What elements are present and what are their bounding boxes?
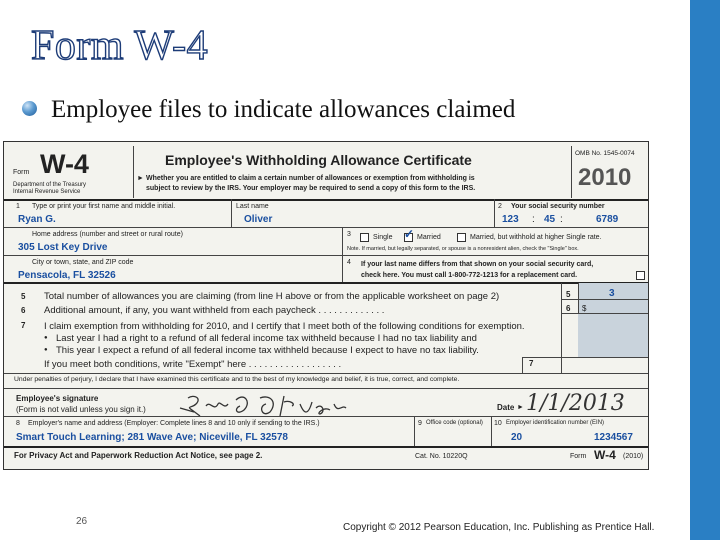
signature-label: Employee's signature xyxy=(16,394,99,403)
line-10-number: 10 xyxy=(494,420,502,427)
first-name-label: Type or print your first name and middle initial. xyxy=(32,203,176,210)
employer-label: Employer's name and address (Employer: Complete lines 8 and 10 only if sending to the IRS.) xyxy=(28,420,320,427)
accent-side-bar xyxy=(690,0,720,540)
line-7-exempt-text: If you meet both conditions, write "Exempt" here . . . . . . . . . . . . . . . . . . xyxy=(44,359,342,370)
w4-form-image: Form W-4 Department of the Treasury Internal Revenue Service Employee's Withholding Allowance Certificate ► Whether you are entitled to claim a certain number of allowances or exemption from withholding is subject to review by the IRS. Your employer may be required to send a copy of this form to the IRS. OMB No. 1545-0074 2010 1 Type or print your first name and middle initial. Ryan G. Last name Oliver 2 Your social security number 123 : 45 : 6789 Home address (number and street or rural route) 305 Lost Key Drive 3 Single ✓ Married Married, but withhold at higher Single rate. Note. If married, but legally separated, or spouse is a nonresident alien, check the "Single" box. City or town, state, and ZIP code Pensacola, FL 32526 4 If your last name differs from that shown on your social security card, check here. You must call 1-800-772-1213 for a replacement card. 5 Total number of allowances you are claiming (from line H above or from the applicable worksheet on page 2) 5 3 6 Additional amount, if any, you want withheld from each paycheck . . . . . . . . . . . . . 6 $ 7 I claim exemption from withholding for 2010, and I certify that I meet both of the following conditions for exemption. ● Last year I had a right to a refund of all federal income tax withheld because I had no tax liability and ● This year I expect a refund of all federal income tax withheld because I expect to have no tax liability. If you meet both conditions, write "Exempt" here . . . . . . . . . . . . . . . . . . 7 Under penalties of perjury, I declare that I have examined this certificate and to the best of my knowledge and belief, it is true, correct, and complete. Employee's signature (Form is not valid unless you sign it.) Date 1/1/2013 ► 8 Employer's name and address (Employer: Complete lines 8 and 10 only if sending to the IRS.) Smart Touch Learning; 281 Wave Ave; Niceville, FL 32578 9 Office code (optional) 10 Employer identification number (EIN) 20 1234567 For Privacy Act and Paperwork Reduction Act Notice, see page 2. Cat. No. 10220Q Form W-4 (2010) xyxy=(3,141,649,470)
slide-bullet-text: Employee files to indicate allowances claimed xyxy=(51,96,516,123)
line-4-text-1: If your last name differs from that shown on your social security card, xyxy=(361,261,594,268)
line-4-text-2: check here. You must call 1-800-772-1213 for a replacement card. xyxy=(361,272,578,279)
signature-note: (Form is not valid unless you sign it.) xyxy=(16,405,146,414)
arrow-icon: ► xyxy=(517,404,524,411)
tax-year: 2010 xyxy=(578,164,632,191)
bullet-icon: ● xyxy=(44,335,48,341)
single-checkbox[interactable] xyxy=(360,233,369,242)
address-value: 305 Lost Key Drive xyxy=(18,242,108,253)
married-higher-checkbox[interactable] xyxy=(457,233,466,242)
perjury-statement: Under penalties of perjury, I declare that I have examined this certificate and to the best of my knowledge and belief, it is true, correct, and complete. xyxy=(14,376,460,383)
line-7-text: I claim exemption from withholding for 2010, and I certify that I meet both of the following conditions for exemption. xyxy=(44,321,525,332)
date-label: Date xyxy=(497,403,515,412)
city-label: City or town, state, and ZIP code xyxy=(32,259,134,266)
employer-value: Smart Touch Learning; 281 Wave Ave; Niceville, FL 32578 xyxy=(16,432,288,443)
line-8-number: 8 xyxy=(16,420,20,427)
ein-value: 1234567 xyxy=(594,432,633,443)
line-9-number: 9 xyxy=(418,420,422,427)
married-checkmark-icon: ✓ xyxy=(404,227,415,241)
ssn-part-3: 6789 xyxy=(596,214,619,225)
name-differs-checkbox[interactable] xyxy=(636,271,645,280)
ssn-part-1: 123 xyxy=(502,214,519,225)
certificate-title: Employee's Withholding Allowance Certificate xyxy=(165,152,472,168)
married-label: Married xyxy=(417,234,441,241)
omb-number: OMB No. 1545-0074 xyxy=(575,150,635,157)
form-dept: Department of the Treasury xyxy=(13,182,87,188)
line-7-condition-2: This year I expect a refund of all federal income tax withheld because I expect to have no tax liability. xyxy=(56,345,479,356)
line-7-number: 7 xyxy=(21,321,26,330)
address-label: Home address (number and street or rural route) xyxy=(32,231,183,238)
footer-form-label: Form xyxy=(570,453,587,460)
office-code-value: 20 xyxy=(511,432,523,443)
ssn-label: Your social security number xyxy=(511,203,605,210)
dollar-sign: $ xyxy=(582,304,587,313)
bullet-dot-icon xyxy=(22,101,37,116)
form-label: Form xyxy=(13,169,30,176)
single-label: Single xyxy=(373,234,393,241)
last-name-value: Oliver xyxy=(244,214,273,225)
date-value: 1/1/2013 xyxy=(526,391,625,416)
line-7-condition-1: Last year I had a right to a refund of all federal income tax withheld because I had no tax liability and xyxy=(56,333,477,344)
line-3-number: 3 xyxy=(347,231,351,238)
ssn-part-2: 45 xyxy=(544,214,556,225)
arrow-icon: ► xyxy=(137,175,144,182)
line-7-box: 7 xyxy=(529,359,534,368)
bullet-icon: ● xyxy=(44,347,48,353)
notice-line-2: subject to review by the IRS. Your employer may be required to send a copy of this form to the IRS. xyxy=(146,185,476,192)
ein-label: Employer identification number (EIN) xyxy=(506,420,605,426)
line-5-box: 5 xyxy=(566,290,571,299)
form-irs: Internal Revenue Service xyxy=(13,189,81,195)
line-6-text: Additional amount, if any, you want withheld from each paycheck . . . . . . . . . . . . . xyxy=(44,305,385,316)
line-1-number: 1 xyxy=(16,203,20,210)
line-5-number: 5 xyxy=(21,292,26,301)
line-4-number: 4 xyxy=(347,259,351,266)
footer-form-name: W-4 xyxy=(594,448,616,462)
slide-title: Form W-4 xyxy=(31,23,209,69)
notice-line-1: Whether you are entitled to claim a certain number of allowances or exemption from withholding is xyxy=(146,175,475,182)
line-6-box: 6 xyxy=(566,304,571,313)
copyright-text: Copyright © 2012 Pearson Education, Inc. Publishing as Prentice Hall. xyxy=(343,522,655,533)
first-name-value: Ryan G. xyxy=(18,214,56,225)
office-code-label: Office code (optional) xyxy=(426,420,483,426)
last-name-label: Last name xyxy=(236,203,269,210)
catalog-number: Cat. No. 10220Q xyxy=(415,453,468,460)
line-6-number: 6 xyxy=(21,306,26,315)
line-5-text: Total number of allowances you are claiming (from line H above or from the applicable worksheet on page 2) xyxy=(44,291,500,302)
privacy-notice: For Privacy Act and Paperwork Reduction Act Notice, see page 2. xyxy=(14,451,263,460)
line-2-number: 2 xyxy=(498,203,502,210)
footer-year: (2010) xyxy=(623,453,644,460)
line-3-note: Note. If married, but legally separated, or spouse is a nonresident alien, check the "Single" box. xyxy=(347,246,579,252)
city-value: Pensacola, FL 32526 xyxy=(18,270,116,281)
allowances-value: 3 xyxy=(609,288,615,299)
form-name: W-4 xyxy=(40,149,89,179)
slide-number: 26 xyxy=(76,516,88,527)
married-higher-label: Married, but withhold at higher Single rate. xyxy=(470,234,602,241)
